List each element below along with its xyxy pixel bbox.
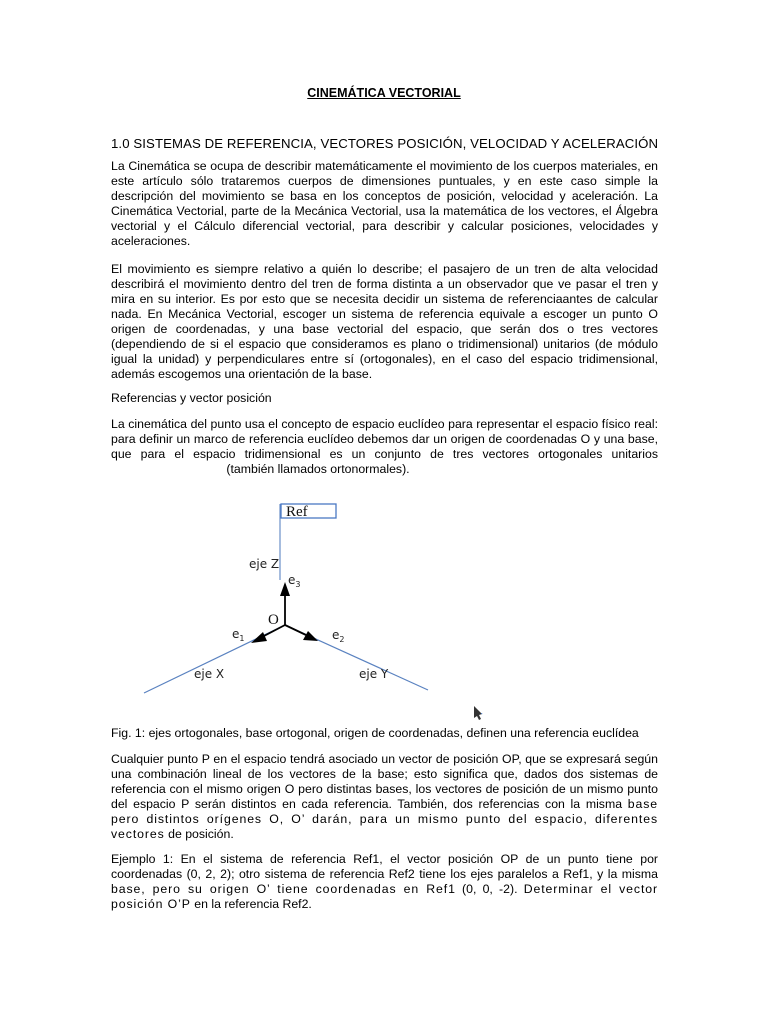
paragraph-ejemplo-1-spaced2: Determinar el vector posición O’P: [111, 882, 658, 911]
paragraph-movimiento-relativo: El movimiento es siempre relativo a quién lo describe; el pasajero de un tren de alta velocidad describirá el movimiento dentro del tren de forma distinta a un observador que ve pasar el tren y mira en su interior. Es por esto que se necesita decidir un sistema de referenciaantes de calcular nada. En Mecánica Vectorial, escoger un sistema de referencia equivale a escoger un punto O origen de coordenadas, y una base vectorial del espacio, que serán dos o tres vectores (dependiendo de si el espacio que consideramos es plano o tridimensional) unitarios (de módulo igual la unidad) y perpendiculares entre sí (ortogonales), en el caso del espacio tridimensional, además escogemos una orientación de la base.: [111, 262, 658, 381]
paragraph-vector-posicion: [111, 752, 658, 842]
axis-y-label: eje Y: [359, 667, 389, 681]
paragraph-espacio-euclideo-end: (también llamados ortonormales).: [226, 462, 410, 476]
paragraph-vector-posicion-spaced: base pero distintos orígenes O, O’ darán, para un mismo punto del espacio, diferentes vectores: [111, 797, 659, 841]
paragraph-ejemplo-1-spaced: base, pero su origen O’ tiene coordenadas en Ref1: [111, 882, 456, 896]
paragraph-ejemplo-1-main: Ejemplo 1: En el sistema de referencia Ref1, el vector posición OP de un punto tiene por coordenadas (0, 2, 2); otro sistema de referencia Ref2 tiene los ejes paralelos a Ref1, y la misma: [111, 852, 658, 881]
cursor-mark-icon: [474, 706, 482, 720]
e3-label: $e_3$: [288, 573, 301, 589]
axis-z-label: eje Z: [249, 557, 280, 571]
e1-arrowhead: [251, 632, 267, 643]
paragraph-espacio-euclideo-main: La cinemática del punto usa el concepto de espacio euclídeo para representar el espacio físico real: para definir un marco de referencia euclídeo debemos dar un origen de coordenadas O y una base, que para el espacio tridimensional es un conjunto de tres vectores ortogonales unitarios: [111, 417, 658, 461]
e2-arrowhead: [303, 631, 318, 641]
figure-caption: Fig. 1: ejes ortogonales, base ortogonal, origen de coordenadas, definen una referencia euclídea: [111, 726, 639, 740]
paragraph-ejemplo-1: [111, 852, 658, 912]
paragraph-ejemplo-1-coords: (0, 0, -2).: [462, 882, 518, 896]
paragraph-vector-posicion-end: de posición.: [168, 827, 234, 841]
blue-dot: [481, 713, 482, 714]
e1-label: $e_1$: [232, 627, 245, 643]
ref-label: Ref: [286, 504, 308, 520]
axis-x-label: eje X: [194, 667, 225, 681]
subheading-referencias: Referencias y vector posición: [111, 391, 272, 405]
paragraph-ejemplo-1-end: en la referencia Ref2.: [194, 897, 312, 911]
section-heading: 1.0 SISTEMAS DE REFERENCIA, VECTORES POSICIÓN, VELOCIDAD Y ACELERACIÓN: [111, 136, 659, 151]
document-title: CINEMÁTICA VECTORIAL: [307, 86, 461, 100]
e2-vector-line: [285, 625, 306, 635]
e2-label: $e_2$: [332, 628, 345, 644]
paragraph-vector-posicion-main: Cualquier punto P en el espacio tendrá asociado un vector de posición OP, que se expresará según una combinación lineal de los vectores de la base; esto significa que, dados dos sistemas de referencia con el mismo origen O pero distintas bases, los vectores de posición de un mismo punto del espacio P serán distintos en cada referencia. También, dos referencias con la misma: [111, 752, 658, 811]
paragraph-cinematica-intro: La Cinemática se ocupa de describir matemáticamente el movimiento de los cuerpos materiales, en este artículo sólo trataremos cuerpos de dimensiones puntuales, y en este caso simple la descripción del movimiento se basa en los conceptos de posición, velocidad y aceleración. La Cinemática Vectorial, parte de la Mecánica Vectorial, usa la matemática de los vectores, el Álgebra vectorial y el Cálculo diferencial vectorial, para describir y calcular posiciones, velocidades y aceleraciones.: [111, 159, 658, 248]
origin-label: O: [268, 612, 279, 628]
